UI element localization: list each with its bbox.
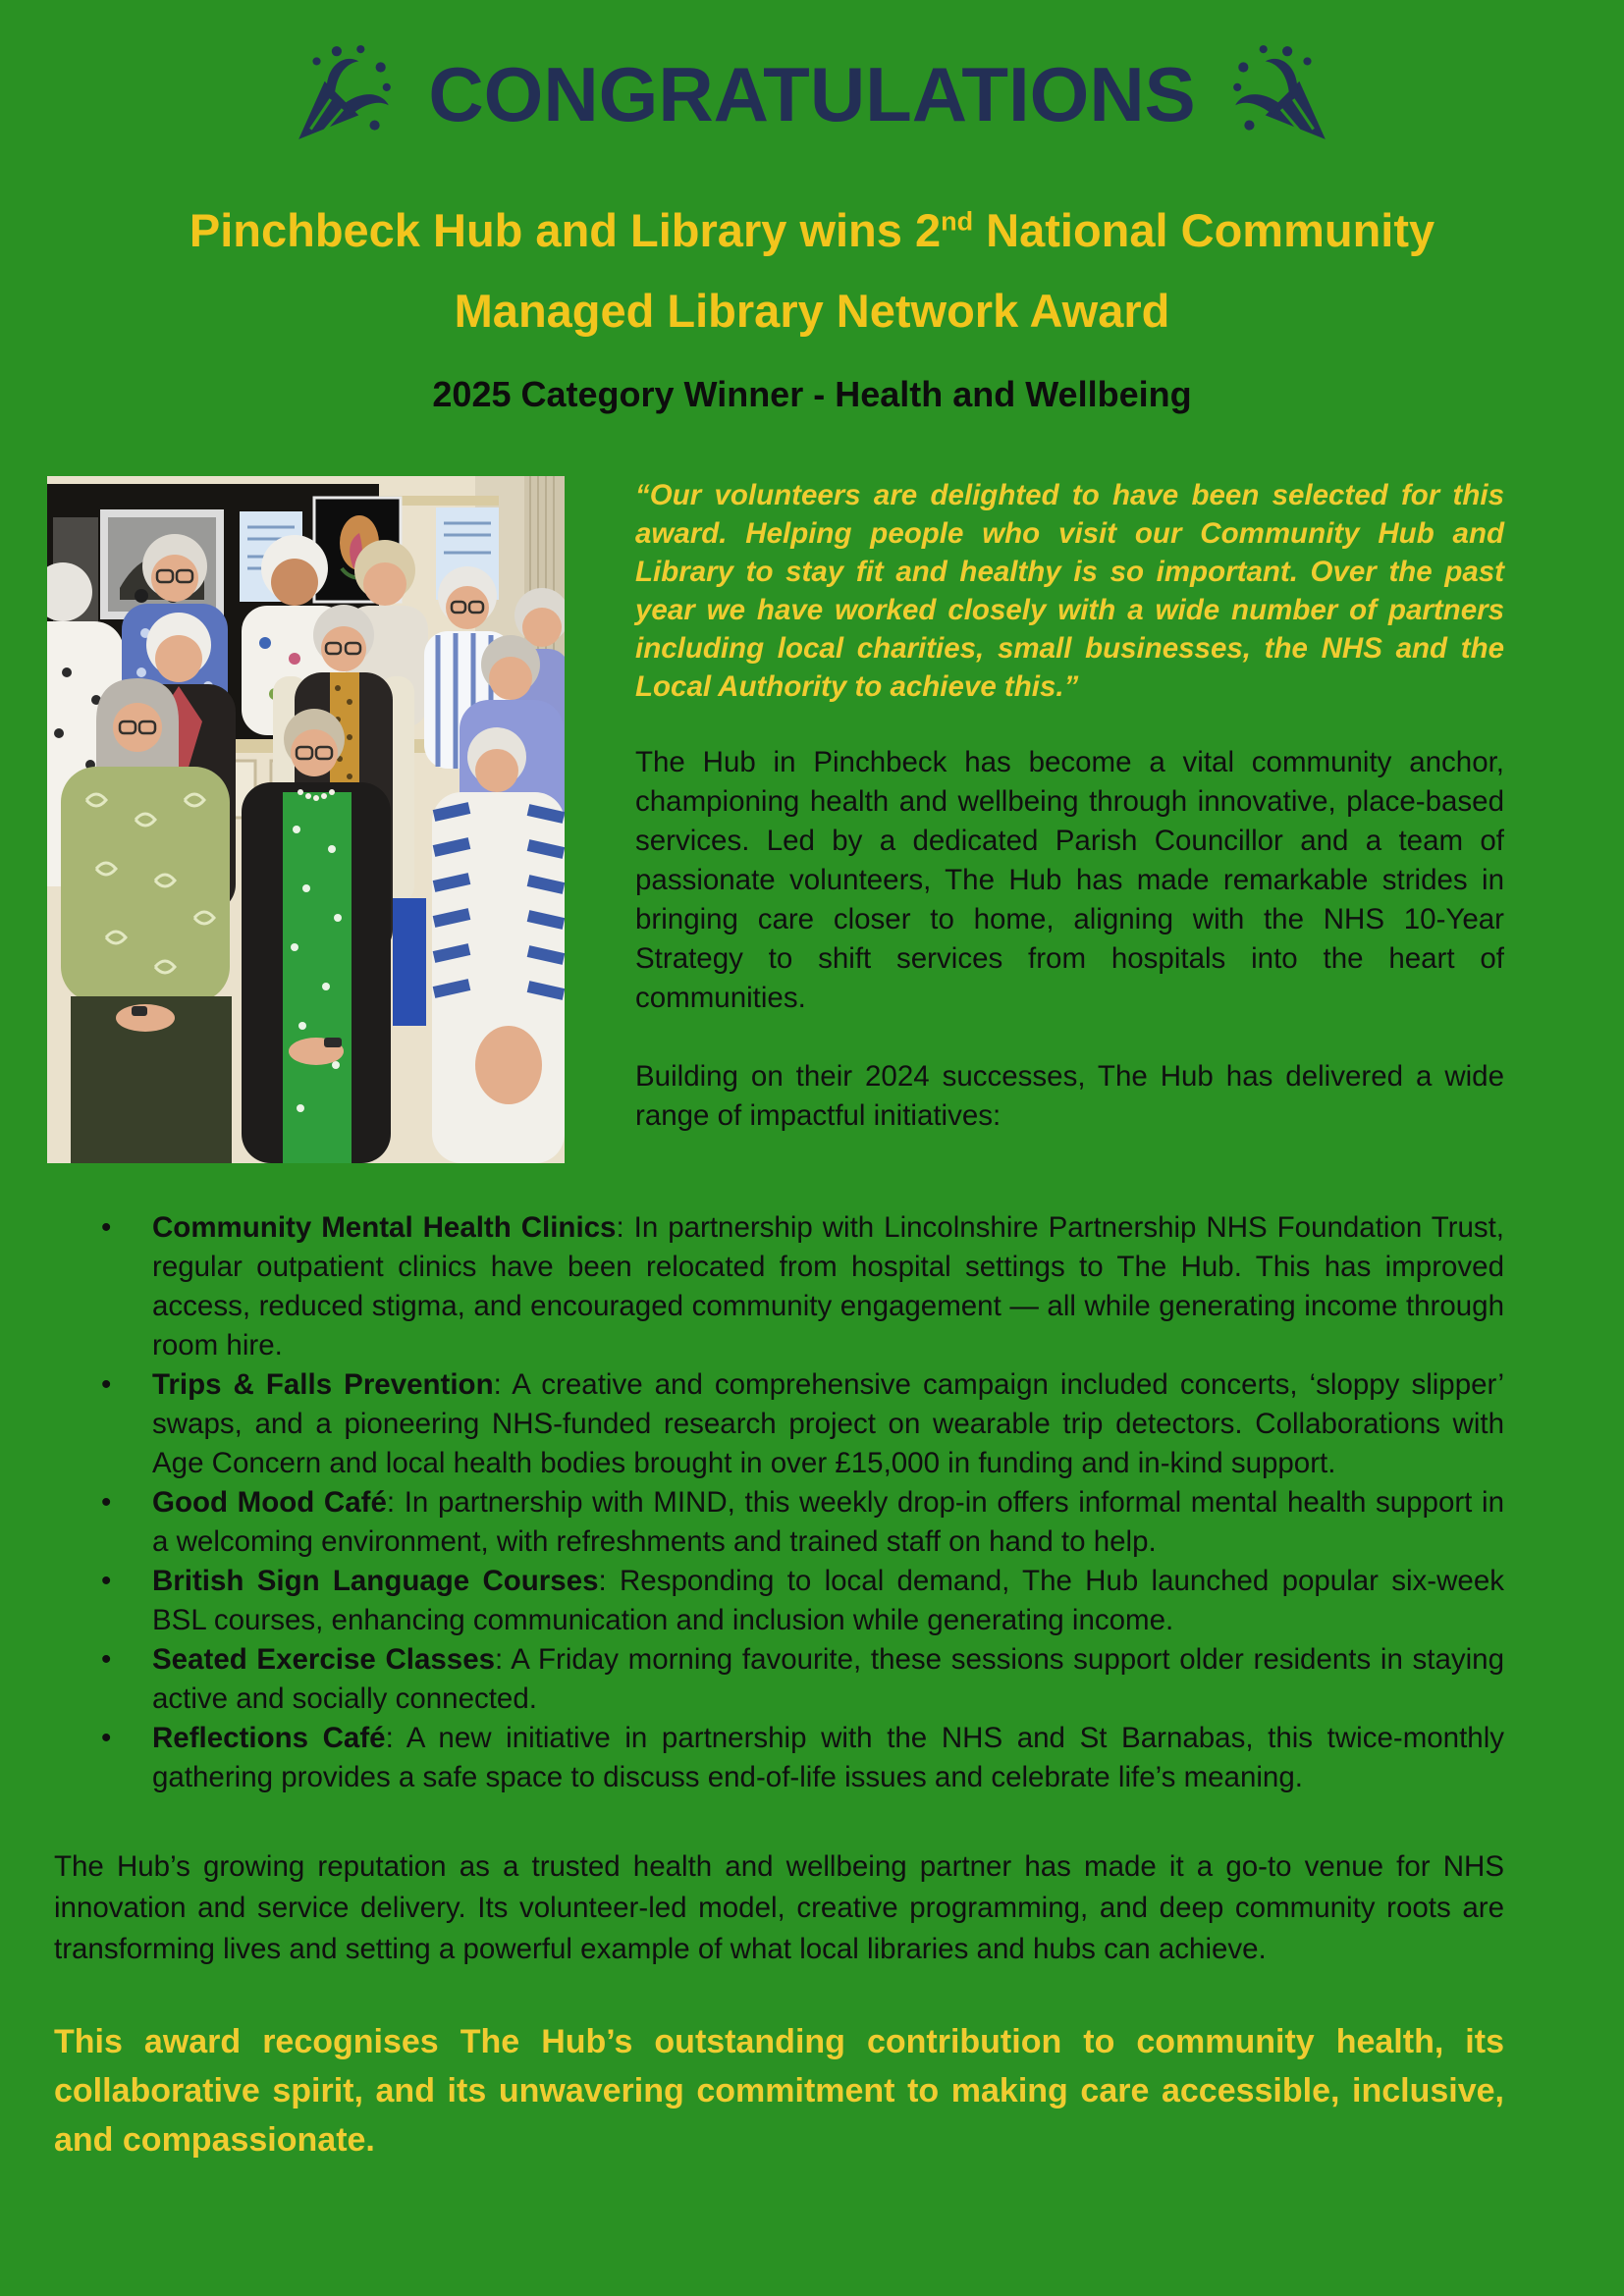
page-title: CONGRATULATIONS [428,51,1196,137]
party-popper-icon [1225,39,1335,149]
ordinal-superscript: nd [941,206,974,237]
paragraph-reputation: The Hub’s growing reputation as a trusted health and wellbeing partner has made it a go-to venue for NHS innovation and service delivery. Its volunteer-led model, creative programming, and deep community roots are transforming lives and setting a powerful example of what local libraries and hubs can achieve. [54,1849,1504,1965]
list-item [54,1562,1504,1640]
list-item [54,1365,1504,1483]
list-item [54,1640,1504,1719]
award-title-line1-pre: Pinchbeck Hub and Library wins 2 [189,204,942,256]
bullet-text: : In partnership with Lincolnshire Partnership NHS Foundation Trust, regular outpatient clinics have been relocated from hospital settings to The Hub. This has improved access, reduced stigma, and encouraged community engagement — all while generating income through room hire. [152,1210,1504,1362]
header [0,39,1624,149]
bullet-title: Good Mood Café [152,1485,387,1519]
text-column [635,476,1504,1163]
bullet-title: Seated Exercise Classes [152,1642,496,1676]
party-popper-icon [289,39,399,149]
list-item [54,1208,1504,1365]
content-row [47,476,1504,1163]
group-photo-illustration [47,476,565,1163]
award-title-line2: Managed Library Network Award [454,285,1170,338]
list-item [54,1719,1504,1797]
category-subtitle: 2025 Category Winner - Health and Wellbeing [432,373,1192,414]
bullet-text: : A creative and comprehensive campaign included concerts, ‘sloppy slipper’ swaps, and a pioneering NHS-funded research project on wearable trip detectors. Collaborations with Age Concern and local health bodies brought in over £15,000 in funding and in-kind support. [152,1367,1504,1479]
initiatives-list [54,1208,1504,1797]
volunteer-quote: “Our volunteers are delighted to have been selected for this award. Helping people who visit our Community Hub and Library to stay fit and healthy is so important. Over the past year we have worked closely with a wide number of partners including local charities, small businesses, the NHS and the Local Authority to achieve this.” [635,478,1504,703]
paragraph-award-recognition: This award recognises The Hub’s outstanding contribution to community health, its collaborative spirit, and its unwavering commitment to making care accessible, inclusive, and compassionate. [54,2022,1504,2159]
bullet-title: Reflections Café [152,1721,386,1754]
paragraph-hub-intro: The Hub in Pinchbeck has become a vital community anchor, championing health and wellbeing through innovative, place-based services. Led by a dedicated Parish Councillor and a team of passionate volunteers, The Hub has made remarkable strides in bringing care closer to home, aligning with the NHS 10-Year Strategy to shift services from hospitals into the heart of communities. [635,745,1504,1014]
bullet-text: : Responding to local demand, The Hub launched popular six-week BSL courses, enhancing communication and inclusion while generating income. [152,1564,1504,1636]
paragraph-initiatives-lead: Building on their 2024 successes, The Hub has delivered a wide range of impactful initiatives: [635,1059,1504,1132]
bullet-text: : A new initiative in partnership with the NHS and St Barnabas, this twice-monthly gathering provides a safe space to discuss end-of-life issues and celebrate life’s meaning. [152,1721,1504,1793]
award-title-line1-post: National Community [973,204,1435,256]
bullet-text: : In partnership with MIND, this weekly drop-in offers informal mental health support in a welcoming environment, with refreshments and trained staff on hand to help. [152,1485,1504,1558]
bullet-text: : A Friday morning favourite, these sessions support older residents in staying active and socially connected. [152,1642,1504,1715]
group-photo [47,476,565,1163]
bullet-title: Trips & Falls Prevention [152,1367,494,1401]
award-title [0,190,1624,352]
bullet-title: British Sign Language Courses [152,1564,599,1597]
list-item [54,1483,1504,1562]
bullet-title: Community Mental Health Clinics [152,1210,617,1244]
